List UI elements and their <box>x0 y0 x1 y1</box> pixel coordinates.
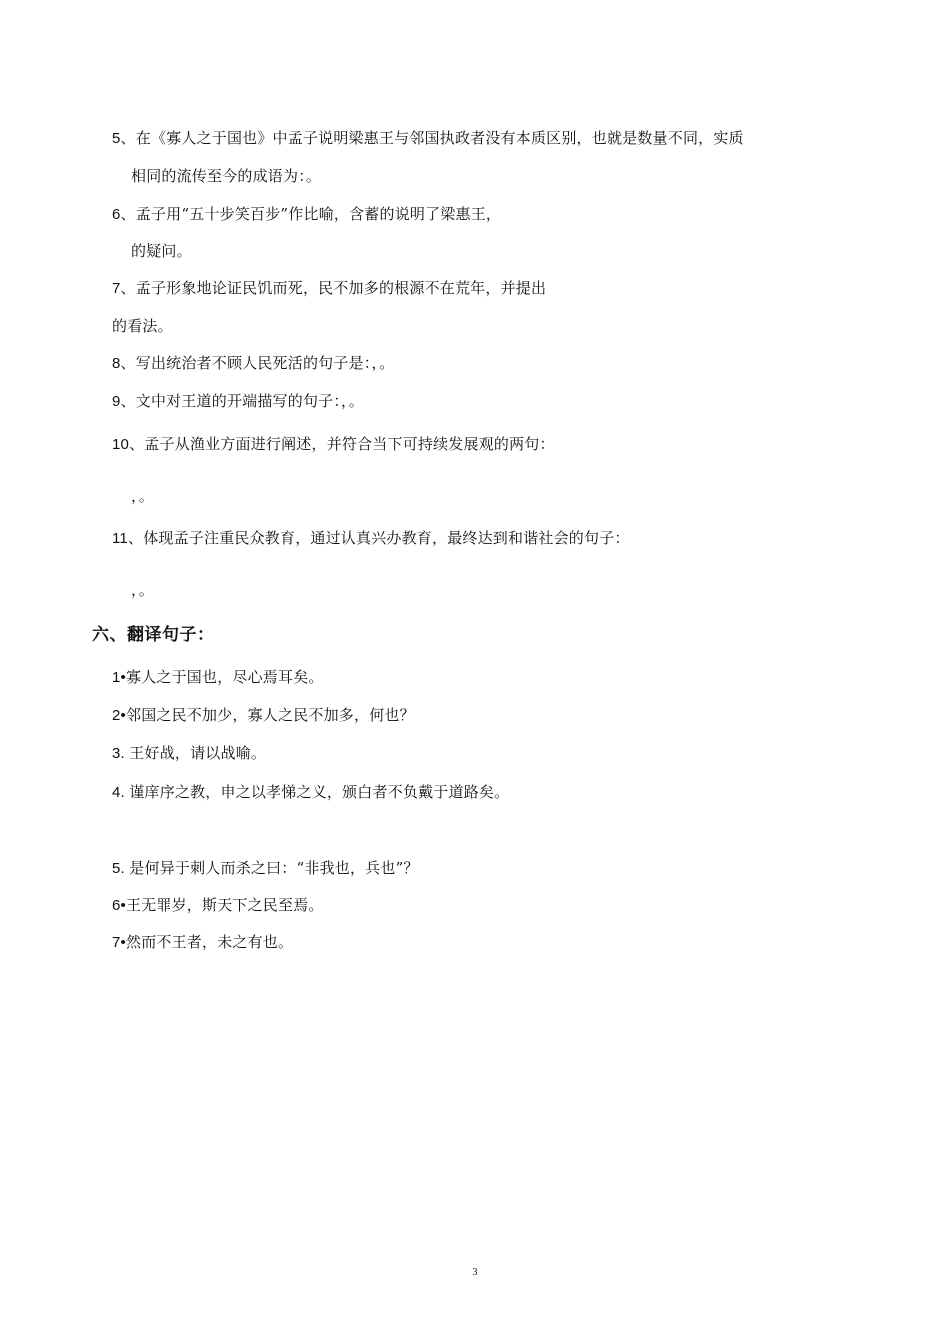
translation-separator: • <box>120 707 126 724</box>
question-text: 体现孟子注重民众教育，通过认真兴办教育，最终达到和谐社会的句子： <box>143 529 630 547</box>
section-heading: 六、翻译句子： <box>92 625 215 645</box>
translation-text: 王无罪岁，斯天下之民至焉。 <box>126 896 324 914</box>
translation-item-4 <box>112 782 509 803</box>
translation-text: 寡人之于国也，尽心焉耳矣。 <box>126 668 324 686</box>
question-number: 11 <box>112 530 128 547</box>
question-text: 孟子从渔业方面进行阐述，并符合当下可持续发展观的两句： <box>144 435 555 453</box>
translation-item-6 <box>112 895 324 916</box>
translation-item-3 <box>112 743 266 764</box>
translation-separator: . <box>120 860 130 877</box>
translation-number: 4 <box>112 784 121 801</box>
question-10-line-1 <box>112 434 555 455</box>
translation-number: 7 <box>112 934 121 951</box>
question-number: 7 <box>112 280 121 297</box>
translation-text: 然而不王者，未之有也。 <box>126 933 294 951</box>
translation-number: 3 <box>112 745 121 762</box>
question-separator: 、 <box>120 354 136 372</box>
question-separator: 、 <box>129 435 145 453</box>
question-5-line-1 <box>112 128 744 149</box>
translation-number: 5 <box>112 860 121 877</box>
page-number: 3 <box>472 1267 478 1278</box>
question-number: 10 <box>112 436 130 453</box>
question-8 <box>112 353 394 374</box>
question-6-line-2: 的疑问。 <box>131 242 192 260</box>
question-7-line-2: 的看法。 <box>112 317 173 335</box>
translation-separator: • <box>120 669 126 686</box>
question-separator: 、 <box>120 129 136 147</box>
translation-text: 谨庠序之教，申之以孝悌之义，颁白者不负戴于道路矣。 <box>129 783 510 801</box>
translation-item-2 <box>112 705 415 726</box>
translation-item-1 <box>112 667 324 688</box>
question-number: 5 <box>112 130 121 147</box>
translation-number: 2 <box>112 707 121 724</box>
question-number: 9 <box>112 393 121 410</box>
question-separator: 、 <box>120 392 136 410</box>
question-5-line-2: 相同的流传至今的成语为：。 <box>131 167 322 185</box>
question-6-line-1 <box>112 204 501 225</box>
translation-text: 邻国之民不加少，寡人之民不加多，何也？ <box>126 706 415 724</box>
translation-text: 是何异于刺人而杀之曰：“非我也，兵也”？ <box>129 859 419 877</box>
question-9 <box>112 391 364 412</box>
question-11-line-1 <box>112 528 630 549</box>
translation-separator: • <box>120 897 126 914</box>
translation-item-7 <box>112 932 293 953</box>
translation-separator: . <box>120 784 130 801</box>
question-text: 写出统治者不顾人民死活的句子是：，。 <box>135 354 395 372</box>
question-separator: 、 <box>127 529 144 547</box>
question-text: 孟子形象地论证民饥而死，民不加多的根源不在荒年，并提出 <box>135 279 547 297</box>
question-text: 孟子用“五十步笑百步”作比喻，含蓄的说明了梁惠王， <box>135 205 502 223</box>
question-11-line-2: ，。 <box>131 581 154 599</box>
question-10-line-2: ，。 <box>131 487 154 505</box>
question-text: 在《寡人之于国也》中孟子说明梁惠王与邻国执政者没有本质区别，也就是数量不同，实质 <box>135 129 744 147</box>
translation-text: 王好战，请以战喻。 <box>129 744 267 762</box>
question-separator: 、 <box>120 279 136 297</box>
translation-item-5 <box>112 858 419 879</box>
translation-separator: . <box>120 745 130 762</box>
translation-number: 1 <box>112 669 121 686</box>
question-7-line-1 <box>112 278 546 299</box>
translation-number: 6 <box>112 897 121 914</box>
question-number: 8 <box>112 355 121 372</box>
question-separator: 、 <box>120 205 136 223</box>
translation-separator: • <box>120 934 126 951</box>
question-text: 文中对王道的开端描写的句子：，。 <box>135 392 364 410</box>
question-number: 6 <box>112 206 121 223</box>
